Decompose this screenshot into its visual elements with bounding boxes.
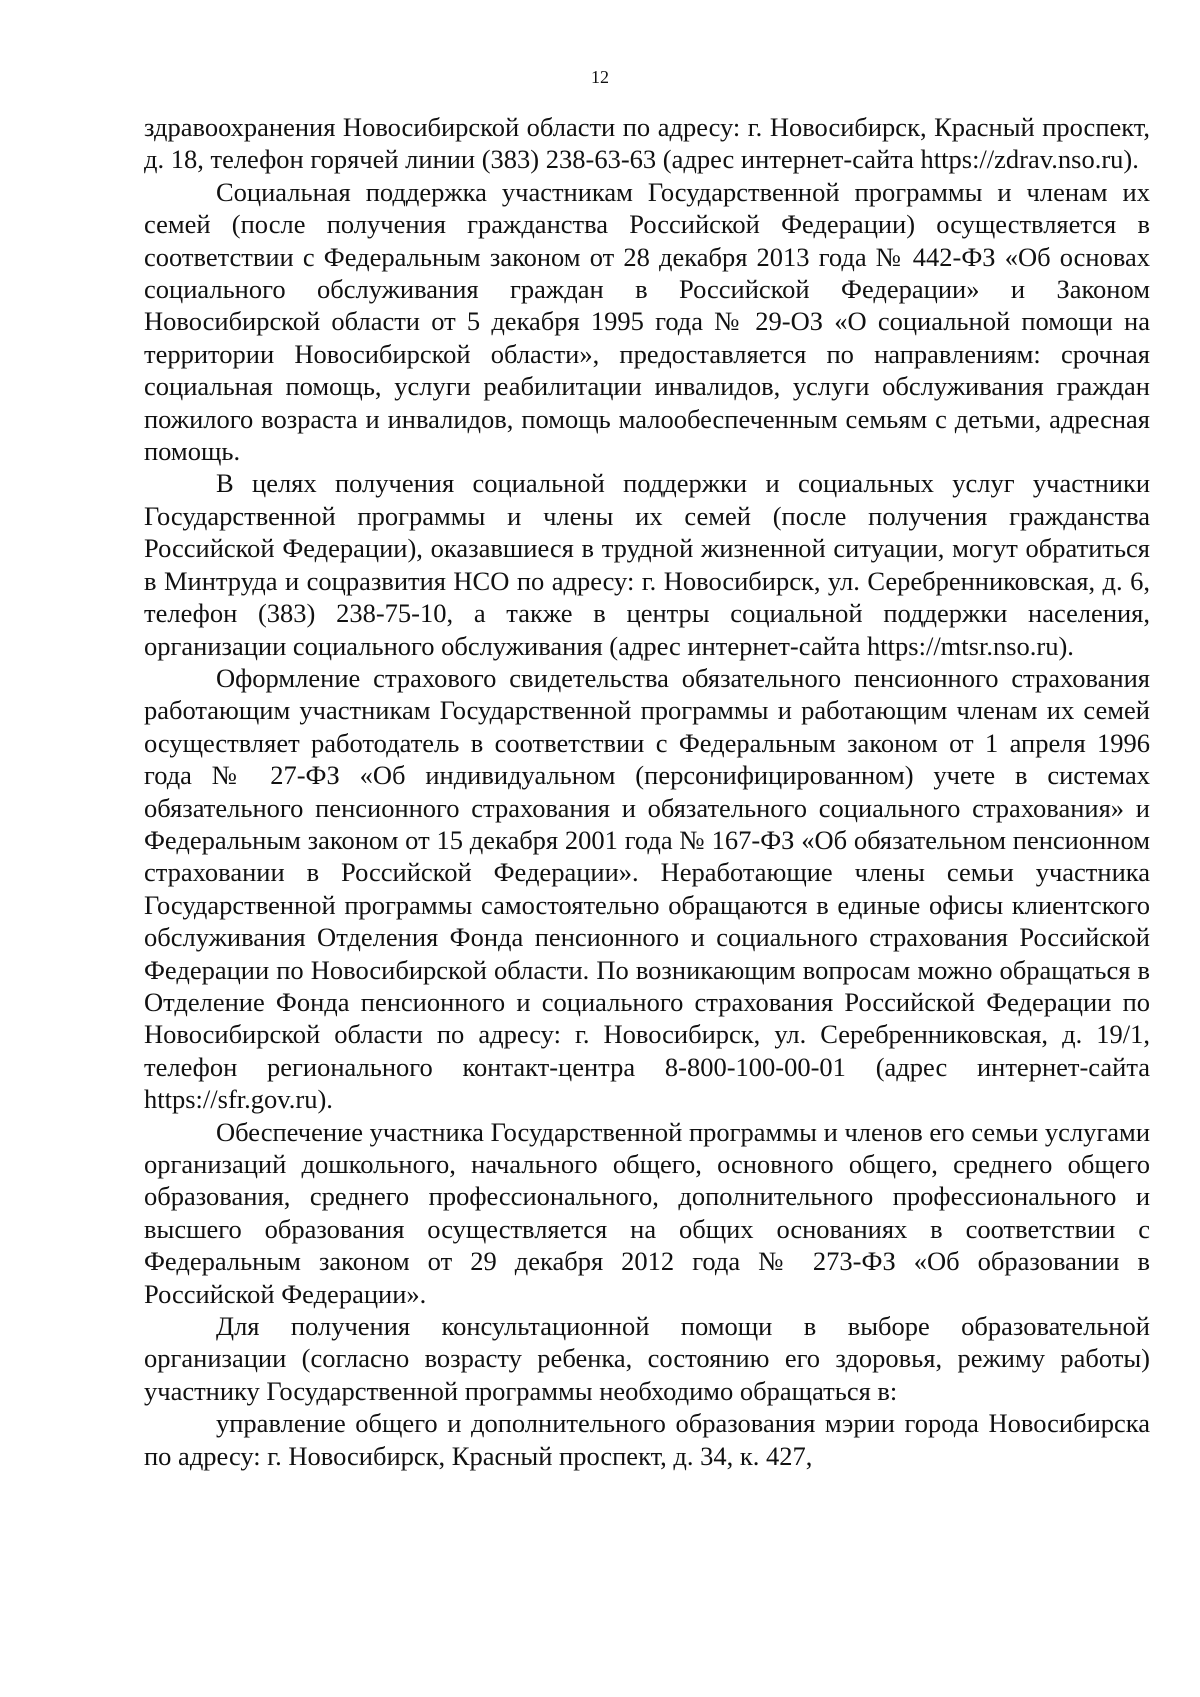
page-number: 12 — [591, 67, 609, 87]
paragraph-education: Обеспечение участника Государственной программы и членов его семьи услугами организаций дошкольного, начального общего, основного общего, среднего общего образования, среднего профессионального, дополнительного профессионального и высшего образования осуществляется на общих основаниях в соответствии с Федеральным законом от 29 декабря 2012 года № 273-ФЗ «Об образовании в Российской Федерации». — [144, 1116, 1150, 1309]
paragraph-education-office: управление общего и дополнительного образования мэрии города Новосибирска по адресу: г. Новосибирск, Красный проспект, д. 34, к. 427, — [144, 1408, 1150, 1471]
paragraph-consultation: Для получения консультационной помощи в выборе образовательной организации (согласно возрасту ребенка, состоянию его здоровья, режиму работы) участнику Государственной программы необходимо обращаться в: — [144, 1311, 1150, 1406]
paragraph-social-services: В целях получения социальной поддержки и социальных услуг участники Государственной программы и члены их семей (после получения гражданства Российской Федерации), оказавшиеся в трудной жизненной ситуации, могут обратиться в Минтруда и соцразвития НСО по адресу: г. Новосибирск, ул. Серебренниковская, д. 6, телефон (383) 238-75-10, а также в центры социальной поддержки населения, организации социального обслуживания (адрес интернет-сайта https://mtsr.nso.ru). — [144, 468, 1150, 661]
paragraph-continuation: здравоохранения Новосибирской области по адресу: г. Новосибирск, Красный проспект, д. 18, телефон горячей линии (383) 238-63-63 (адрес интернет-сайта https://zdrav.nso.ru). — [144, 112, 1150, 175]
paragraph-pension-insurance: Оформление страхового свидетельства обязательного пенсионного страхования работающим участникам Государственной программы и работающим членам их семей осуществляет работодатель в соответствии с Федеральным законом от 1 апреля 1996 года № 27-ФЗ «Об индивидуальном (персонифицированном) учете в системах обязательного пенсионного страхования и обязательного социального страхования» и Федеральным законом от 15 декабря 2001 года № 167-ФЗ «Об обязательном пенсионном страховании в Российской Федерации». Неработающие члены семьи участника Государственной программы самостоятельно обращаются в единые офисы клиентского обслуживания Отделения Фонда пенсионного и социального страхования Российской Федерации по Новосибирской области. По возникающим вопросам можно обращаться в Отделение Фонда пенсионного и социального страхования Российской Федерации по Новосибирской области по адресу: г. Новосибирск, ул. Серебренниковская, д. 19/1, телефон регионального контакт-центра 8-800-100-00-01 (адрес интернет-сайта https://sfr.gov.ru). — [144, 662, 1150, 1115]
paragraph-social-support: Социальная поддержка участникам Государственной программы и членам их семей (после получения гражданства Российской Федерации) осуществляется в соответствии с Федеральным законом от 28 декабря 2013 года № 442-ФЗ «Об основах социального обслуживания граждан в Российской Федерации» и Законом Новосибирской области от 5 декабря 1995 года № 29-ОЗ «О социальной помощи на территории Новосибирской области», предоставляется по направлениям: срочная социальная помощь, услуги реабилитации инвалидов, услуги обслуживания граждан пожилого возраста и инвалидов, помощь малообеспеченным семьям с детьми, адресная помощь. — [144, 176, 1150, 467]
document-body — [144, 111, 1150, 1472]
